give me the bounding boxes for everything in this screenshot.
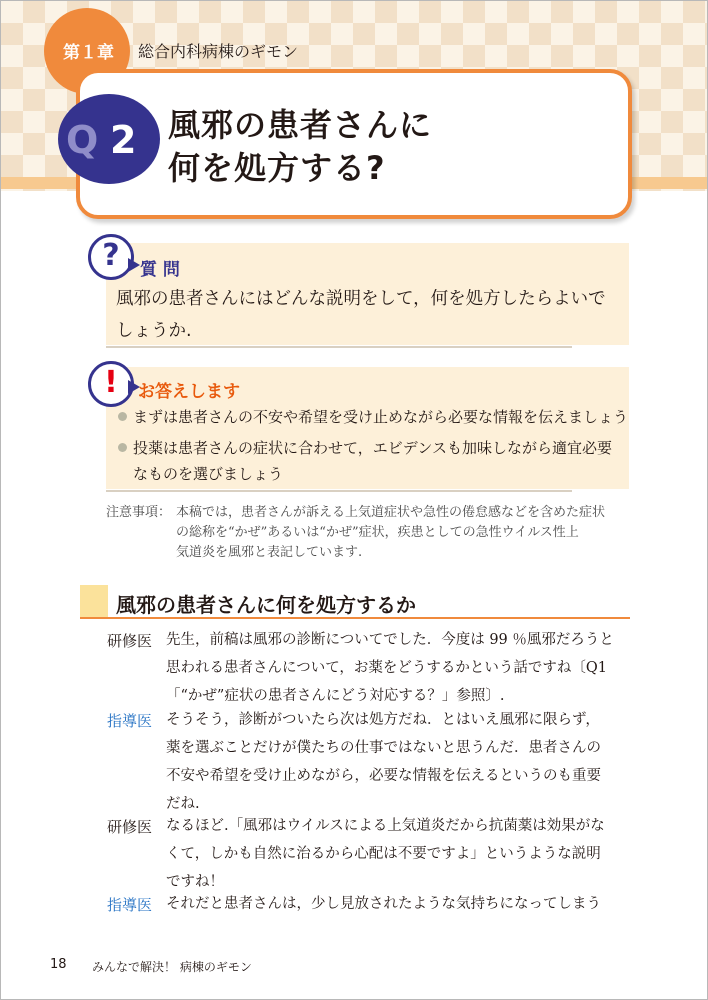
- chapter-label: 第１章: [63, 43, 114, 63]
- chapter-title: 総合内科病棟のギモン: [138, 42, 299, 61]
- bullet-dot: [118, 443, 127, 452]
- question-text-line: 風邪の患者さんにはどんな説明をして，何を処方したらよいで: [116, 289, 606, 309]
- note-line: 本稿では，患者さんが訴える上気道症状や急性の倦怠感などを含めた症状: [176, 505, 606, 520]
- answer-box-underline: [106, 490, 572, 492]
- dialogue-line: なるほど.「風邪はウイルスによる上気道炎だから抗菌薬は効果がな: [166, 818, 605, 834]
- question-heading: 質 問: [140, 260, 180, 280]
- dialogue-line: 不安や希望を受け止めながら，必要な情報を伝えるというのも重要: [166, 768, 601, 784]
- section-title: 風邪の患者さんに何を処方するか: [116, 593, 416, 617]
- dialogue-line: そうそう，診断がついたら次は処方だね．とはいえ風邪に限らず，: [166, 712, 600, 728]
- section-marker: [80, 585, 108, 617]
- dialogue-line: 思われる患者さんについて，お薬をどうするかという話ですね〔Q1: [166, 660, 608, 676]
- dialogue-line: それだと患者さんは，少し見放されたような気持ちになってしまう: [166, 896, 601, 912]
- dialogue-line: ですね！: [166, 874, 224, 890]
- speaker-attending: 指導医: [107, 896, 153, 914]
- note-line: の総称を“かぜ”あるいは“かぜ”症状，疾患としての急性ウイルス性上: [176, 525, 579, 540]
- answer-item: なものを選びましょう: [133, 465, 284, 483]
- answer-item: まずは患者さんの不安や希望を受け止めながら必要な情報を伝えましょう: [133, 408, 629, 426]
- dialogue-line: 先生，前稿は風邪の診断についてでした．今度は 99 ％風邪だろうと: [166, 632, 614, 648]
- speaker-attending: 指導医: [107, 712, 153, 730]
- speaker-resident: 研修医: [107, 632, 153, 650]
- icon-pointer: [128, 258, 140, 272]
- exclamation-mark-icon: !: [88, 361, 134, 407]
- page-number: 18: [50, 957, 67, 972]
- answer-heading: お答えします: [138, 382, 240, 402]
- note-line: 気道炎を風邪と表記しています.: [176, 545, 363, 560]
- bullet-dot: [118, 412, 127, 421]
- question-mark-icon: ?: [88, 234, 134, 280]
- question-letter: Q: [66, 118, 99, 162]
- dialogue-line: くて，しかも自然に治るから心配は不要ですよ」というような説明: [166, 846, 601, 862]
- question-title-line: 風邪の患者さんに: [168, 106, 433, 144]
- question-title-line: 何を処方する?: [168, 149, 386, 187]
- speaker-resident: 研修医: [107, 818, 153, 836]
- book-title: みんなで解決！ 病棟のギモン: [92, 960, 252, 974]
- section-underline: [80, 617, 630, 619]
- dialogue-line: 「“かぜ”症状の患者さんにどう対応する？」参照〕.: [166, 688, 505, 704]
- note-label: 注意事項：: [106, 505, 172, 520]
- question-text-line: しょうか.: [116, 321, 192, 341]
- dialogue-line: だね.: [166, 796, 200, 812]
- question-number: 2: [110, 118, 137, 162]
- dialogue-line: 薬を選ぶことだけが僕たちの仕事ではないと思うんだ．患者さんの: [166, 740, 601, 756]
- answer-item: 投薬は患者さんの症状に合わせて，エビデンスも加味しながら適宜必要: [133, 439, 612, 457]
